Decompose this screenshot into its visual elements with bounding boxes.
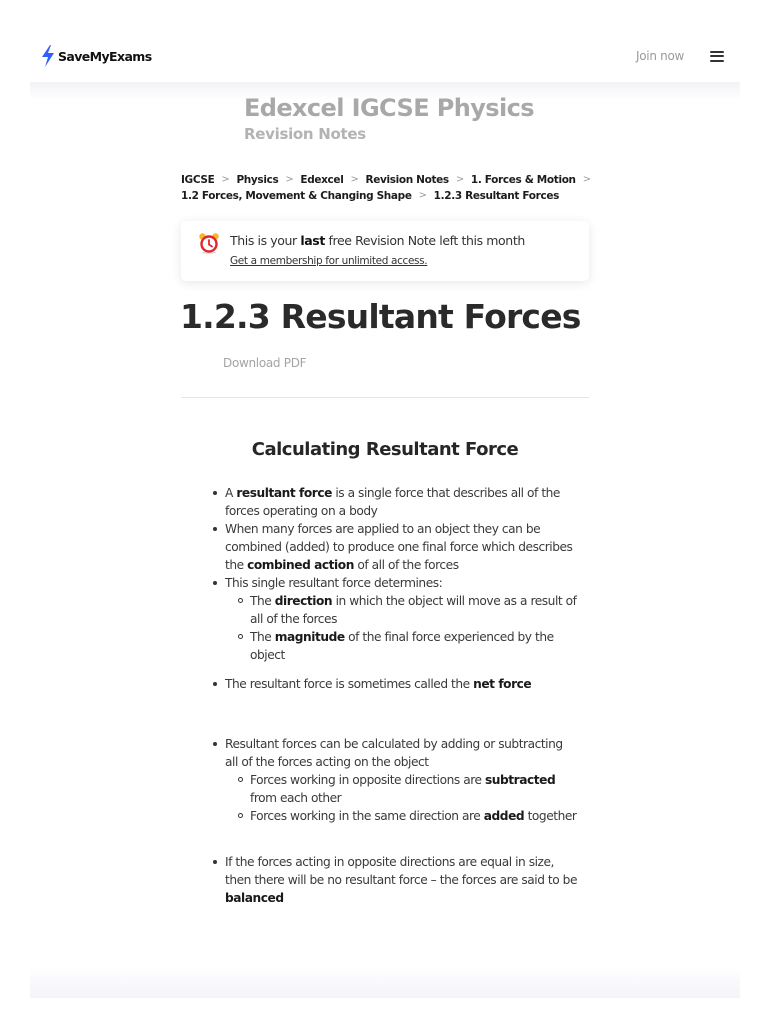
breadcrumb-current: 1.2.3 Resultant Forces: [433, 190, 560, 202]
breadcrumb-igcse[interactable]: IGCSE: [181, 174, 215, 186]
course-subtitle: Revision Notes: [244, 125, 366, 143]
bottom-bar-shadow: [30, 966, 740, 998]
chevron-right-icon: >: [455, 174, 464, 185]
join-now-link[interactable]: Join now: [636, 49, 684, 63]
alarm-clock-icon: [198, 232, 220, 254]
free-notes-notice: [181, 221, 589, 281]
logo-link[interactable]: [40, 45, 152, 67]
content-list-2: [207, 675, 577, 693]
chevron-right-icon: >: [221, 174, 230, 185]
notice-text: [230, 232, 525, 281]
list-item: The resultant force is sometimes called the net force: [207, 675, 577, 693]
logo-text: SaveMyExams: [58, 48, 152, 64]
chevron-right-icon: >: [418, 190, 427, 201]
list-item: A resultant force is a single force that describes all of the forces operating on a body: [207, 484, 577, 520]
notice-message: This is your last free Revision Note left this month: [230, 233, 525, 248]
sub-list-item: The magnitude of the final force experienced by the object: [232, 628, 577, 664]
chevron-right-icon: >: [582, 174, 591, 185]
content-list-4: [207, 853, 577, 907]
sub-list-item: Forces working in opposite directions are subtracted from each other: [232, 771, 577, 807]
breadcrumb-forces-movement[interactable]: 1.2 Forces, Movement & Changing Shape: [181, 190, 412, 202]
sub-list-item: The direction in which the object will move as a result of all of the forces: [232, 592, 577, 628]
breadcrumb-forces-motion[interactable]: 1. Forces & Motion: [470, 174, 576, 186]
header-actions: [636, 49, 730, 63]
breadcrumb: [181, 172, 591, 204]
hamburger-menu-icon[interactable]: [710, 51, 724, 62]
chevron-right-icon: >: [285, 174, 294, 185]
breadcrumb-physics[interactable]: Physics: [236, 174, 279, 186]
list-item: If the forces acting in opposite directions are equal in size, then there will be no resultant force – the forces are said to be balanced: [207, 853, 577, 907]
chevron-right-icon: >: [350, 174, 359, 185]
course-title: Edexcel IGCSE Physics: [244, 94, 534, 122]
download-pdf-button[interactable]: Download PDF: [223, 356, 307, 370]
page-title: 1.2.3 Resultant Forces: [180, 297, 581, 336]
breadcrumb-revision-notes[interactable]: Revision Notes: [365, 174, 449, 186]
divider: [181, 397, 589, 398]
lightning-bolt-icon: [40, 45, 56, 67]
list-item: Resultant forces can be calculated by adding or subtracting all of the forces acting on the object Forces working in opposite directions are subtracted from each other Forces working in the same direction are added together: [207, 735, 577, 825]
content-list-3: [207, 735, 577, 825]
site-header: [30, 30, 740, 82]
section-title: Calculating Resultant Force: [251, 439, 519, 460]
list-item: When many forces are applied to an object they can be combined (added) to produce one final force which describes the combined action of all of the forces: [207, 520, 577, 574]
breadcrumb-edexcel[interactable]: Edexcel: [300, 174, 344, 186]
membership-link[interactable]: Get a membership for unlimited access.: [230, 255, 428, 267]
list-item: This single resultant force determines: The direction in which the object will move as a result of all of the forces The magnitude of the final force experienced by the object: [207, 574, 577, 664]
sub-list-item: Forces working in the same direction are added together: [232, 807, 577, 825]
content-list-1: [207, 484, 577, 664]
